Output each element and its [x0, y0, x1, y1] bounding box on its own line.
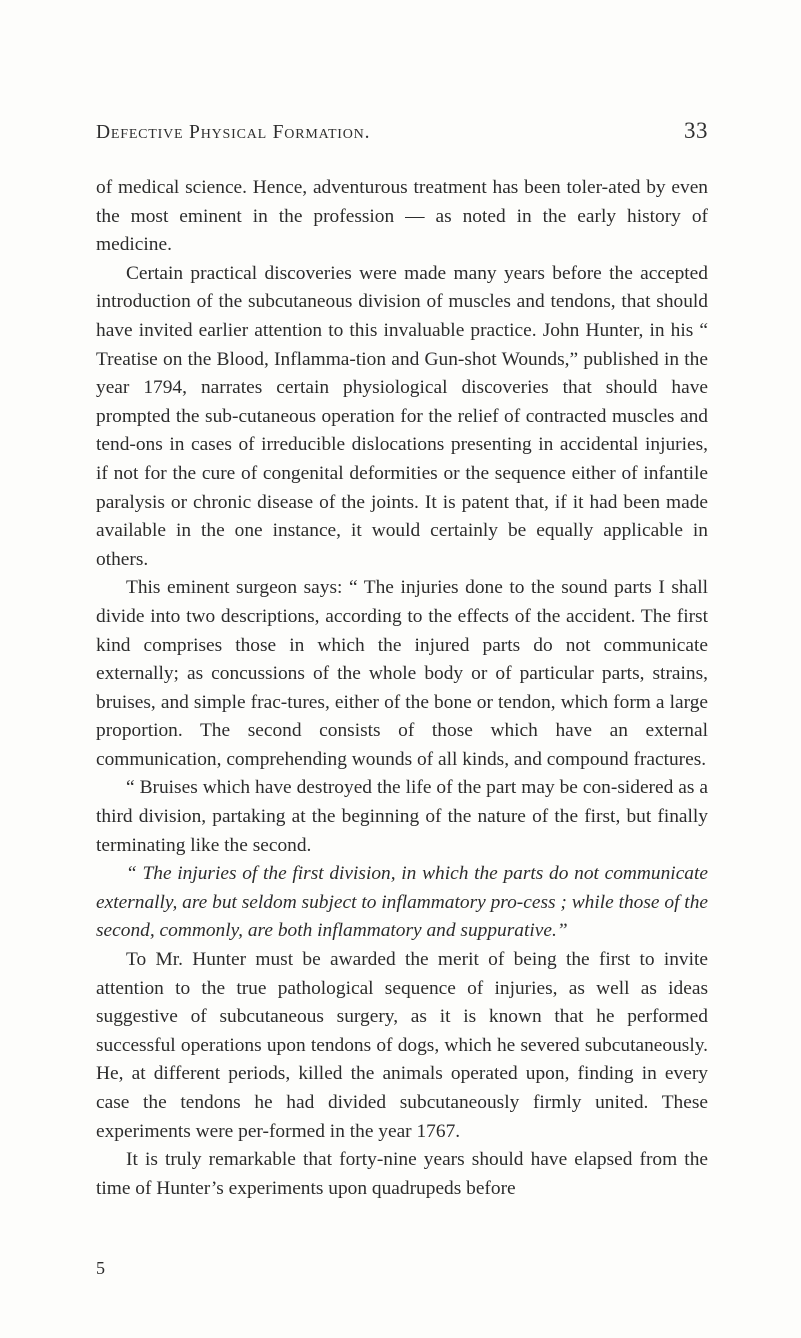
- signature-mark: 5: [96, 1258, 105, 1278]
- paragraph: “ Bruises which have destroyed the life of the part may be con-sidered as a third division, partaking at the beginning of the nature of the first, but finally terminating like the second.: [96, 777, 708, 856]
- page-content: [96, 118, 708, 1203]
- paragraph: of medical science. Hence, adventurous treatment has been toler-ated by even the most eminent in the profession — as noted in the early history of medicine.: [96, 177, 708, 256]
- running-title: Defective Physical Formation.: [96, 122, 371, 143]
- paragraph: This eminent surgeon says: “ The injuries done to the sound parts I shall divide into two descriptions, according to the effects of the accident. The first kind comprises those in which the injured parts do not communicate externally; as concussions of the whole body or of particular parts, strains, bruises, and simple frac-tures, either of the bone or tendon, which form a large proportion. The second consists of those which have an external communication, comprehending wounds of all kinds, and compound fractures.: [96, 577, 708, 770]
- paragraph: Certain practical discoveries were made many years before the accepted introduction of the subcutaneous division of muscles and tendons, that should have invited earlier attention to this invaluable practice. John Hunter, in his “ Treatise on the Blood, Inflamma-tion and Gun-shot Wounds,” published in the year 1794, narrates certain physiological discoveries that should have prompted the sub-cutaneous operation for the relief of contracted muscles and tend-ons in cases of irreducible dislocations presenting in accidental injuries, if not for the cure of congenital deformities or the sequence either of infantile paralysis or chronic disease of the joints. It is patent that, if it had been made available in the one instance, it would certainly be equally applicable in others.: [96, 262, 708, 570]
- running-header: [96, 118, 708, 144]
- page-number: 33: [684, 118, 708, 143]
- paragraph: It is truly remarkable that forty-nine years should have elapsed from the time of Hunter’s experiments upon quadrupeds before: [96, 1149, 708, 1199]
- paragraph: “ The injuries of the first division, in which the parts do not communicate externally, are but seldom subject to inflammatory pro-cess ; while those of the second, commonly, are both inflammatory and suppurative.”: [96, 863, 708, 942]
- paragraph: To Mr. Hunter must be awarded the merit of being the first to invite attention to the true pathological sequence of injuries, as well as ideas suggestive of subcutaneous surgery, as it is known that he performed successful operations upon tendons of dogs, which he severed subcutaneously. He, at different periods, killed the animals operated upon, finding in every case the tendons he had divided subcutaneously firmly united. These experiments were per-formed in the year 1767.: [96, 949, 708, 1142]
